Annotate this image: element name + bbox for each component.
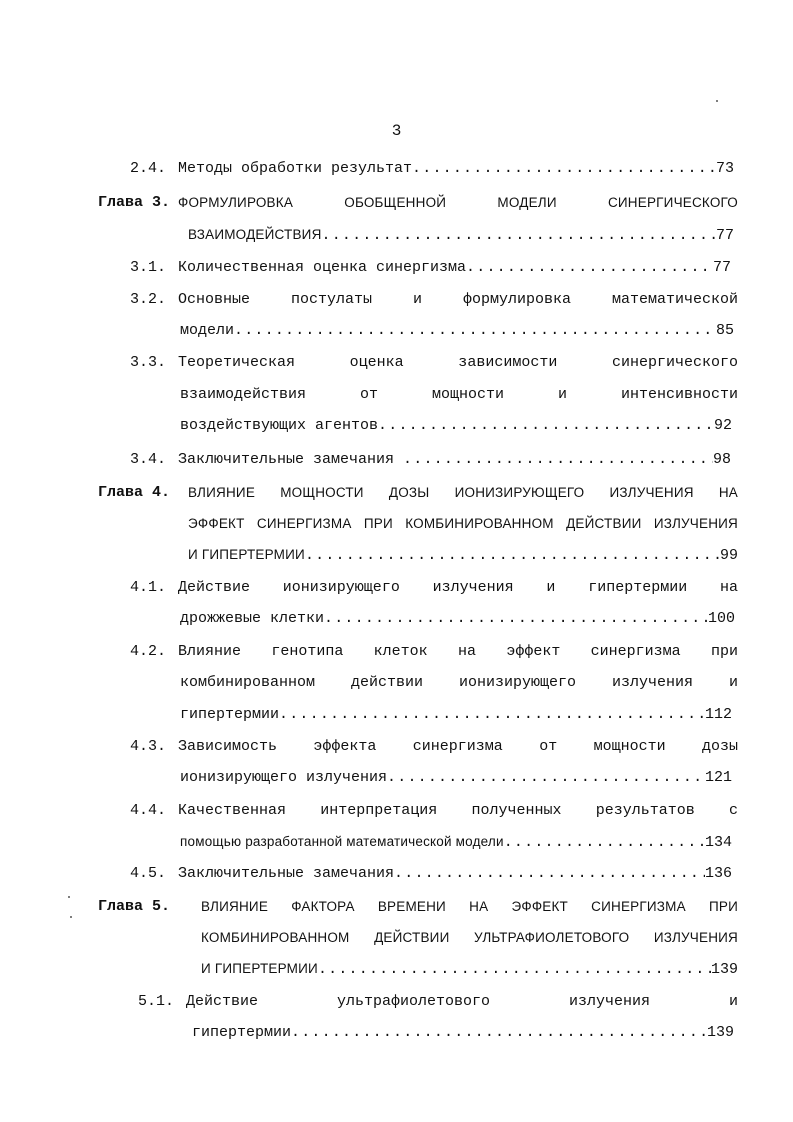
toc-entry-number: 4.1. <box>130 579 167 596</box>
toc-entry-5-1 <box>192 1022 734 1044</box>
leader-dots <box>412 158 716 180</box>
chapter-title: И ГИПЕРТЕРМИИ <box>188 547 305 562</box>
chapter-title: ФОРМУЛИРОВКА ОБОБЩЕННОЙ МОДЕЛИ СИНЕРГИЧЕСКОГО <box>178 195 738 210</box>
toc-entry-title: Основные постулаты и формулировка математической <box>178 291 738 308</box>
toc-entry-title: Зависимость эффекта синергизма от мощности дозы <box>178 738 738 755</box>
leader-dots <box>504 832 705 853</box>
leader-dots <box>324 608 708 630</box>
chapter-label: Глава 3. <box>98 194 171 211</box>
toc-entry-3-3 <box>180 415 732 437</box>
toc-entry-number: 3.3. <box>130 354 167 371</box>
toc-entry-3-2 <box>180 320 734 342</box>
toc-page-number: 139 <box>710 961 738 978</box>
leader-dots <box>403 449 713 471</box>
toc-page-number: 134 <box>704 834 732 851</box>
toc-entry-number: 3.1. <box>130 259 167 276</box>
toc-entry-4-1 <box>180 608 735 630</box>
toc-page-number: 121 <box>704 769 732 786</box>
leader-dots <box>234 320 716 342</box>
leader-dots <box>466 257 713 279</box>
toc-entry-number: 4.4. <box>130 802 167 819</box>
toc-entry-title: помощью разработанной математической модели <box>180 834 504 849</box>
toc-page-number: 77 <box>712 259 731 276</box>
toc-entry-4-2 <box>180 704 732 726</box>
leader-dots <box>394 863 705 885</box>
toc-page-number: 99 <box>719 547 738 564</box>
toc-entry-title: Влияние генотипа клеток на эффект синергизма при <box>178 643 738 660</box>
toc-entry-title: ионизирующего излучения <box>180 769 388 786</box>
toc-entry-title: Действие ионизирующего излучения и гипертермии на <box>178 579 738 596</box>
toc-entry-title: гипертермии <box>192 1024 292 1041</box>
leader-dots <box>322 225 716 246</box>
toc-entry-title: Качественная интерпретация полученных результатов с <box>178 802 738 819</box>
toc-chapter-5 <box>201 958 738 980</box>
toc-entry-number: 4.3. <box>130 738 167 755</box>
scan-speck <box>70 916 72 918</box>
toc-page-number: 139 <box>706 1024 734 1041</box>
toc-page-number: 112 <box>704 706 732 723</box>
toc-chapter-3 <box>188 224 734 246</box>
toc-entry-number: 4.5. <box>130 865 167 882</box>
toc-page-number: 136 <box>704 865 732 882</box>
chapter-title: ВЗАИМОДЕЙСТВИЯ <box>188 227 322 242</box>
toc-entry-number: 5.1. <box>138 993 175 1010</box>
toc-entry-number: 2.4. <box>130 160 167 177</box>
toc-page-number: 100 <box>707 610 735 627</box>
leader-dots <box>305 545 720 566</box>
toc-page-number: 98 <box>712 451 731 468</box>
toc-entry-title: Количественная оценка синергизма <box>178 259 467 276</box>
toc-entry-title: комбинированном действии ионизирующего излучения и <box>180 674 738 691</box>
leader-dots <box>318 959 711 980</box>
toc-entry-number: 3.2. <box>130 291 167 308</box>
toc-entry-title: взаимодействия от мощности и интенсивности <box>180 386 738 403</box>
toc-entry-title: Методы обработки результат <box>178 160 413 177</box>
toc-entry-number: 4.2. <box>130 643 167 660</box>
chapter-title: ВЛИЯНИЕ МОЩНОСТИ ДОЗЫ ИОНИЗИРУЮЩЕГО ИЗЛУЧЕНИЯ НА <box>188 485 738 500</box>
leader-dots <box>378 415 714 437</box>
chapter-label: Глава 4. <box>98 484 171 501</box>
toc-page-number: 73 <box>715 160 734 177</box>
toc-entry-4-3 <box>180 767 732 789</box>
page-number: 3 <box>391 122 402 140</box>
leader-dots <box>387 767 705 789</box>
chapter-title: ВЛИЯНИЕ ФАКТОРА ВРЕМЕНИ НА ЭФФЕКТ СИНЕРГИЗМА ПРИ <box>201 899 738 914</box>
toc-entry-number: 3.4. <box>130 451 167 468</box>
toc-entry-title: Заключительные замечания <box>178 865 395 882</box>
scan-speck <box>68 896 70 898</box>
toc-entry-2-4 <box>178 158 734 180</box>
toc-entry-3-1 <box>178 257 731 279</box>
toc-entry-title: гипертермии <box>180 706 280 723</box>
toc-page-number: 85 <box>715 322 734 339</box>
toc-entry-title: модели <box>180 322 235 339</box>
leader-dots <box>279 704 705 726</box>
toc-entry-title: воздействующих агентов <box>180 417 379 434</box>
toc-entry-4-4 <box>180 831 732 853</box>
toc-entry-title: Заключительные замечания <box>178 451 404 468</box>
toc-page-number: 92 <box>713 417 732 434</box>
toc-entry-4-5 <box>178 863 732 885</box>
chapter-label: Глава 5. <box>98 898 171 915</box>
toc-entry-title: Теоретическая оценка зависимости синергического <box>178 354 738 371</box>
toc-entry-title: Действие ультрафиолетового излучения и <box>186 993 738 1010</box>
chapter-title: И ГИПЕРТЕРМИИ <box>201 961 318 976</box>
toc-entry-title: дрожжевые клетки <box>180 610 325 627</box>
scan-speck <box>716 100 718 102</box>
chapter-title: ЭФФЕКТ СИНЕРГИЗМА ПРИ КОМБИНИРОВАННОМ ДЕЙСТВИИ ИЗЛУЧЕНИЯ <box>188 516 738 531</box>
leader-dots <box>291 1022 707 1044</box>
chapter-title: КОМБИНИРОВАННОМ ДЕЙСТВИИ УЛЬТРАФИОЛЕТОВОГО ИЗЛУЧЕНИЯ <box>201 930 738 945</box>
toc-entry-3-4 <box>178 449 731 471</box>
toc-page-number: 77 <box>715 227 734 244</box>
toc-chapter-4 <box>188 544 738 566</box>
